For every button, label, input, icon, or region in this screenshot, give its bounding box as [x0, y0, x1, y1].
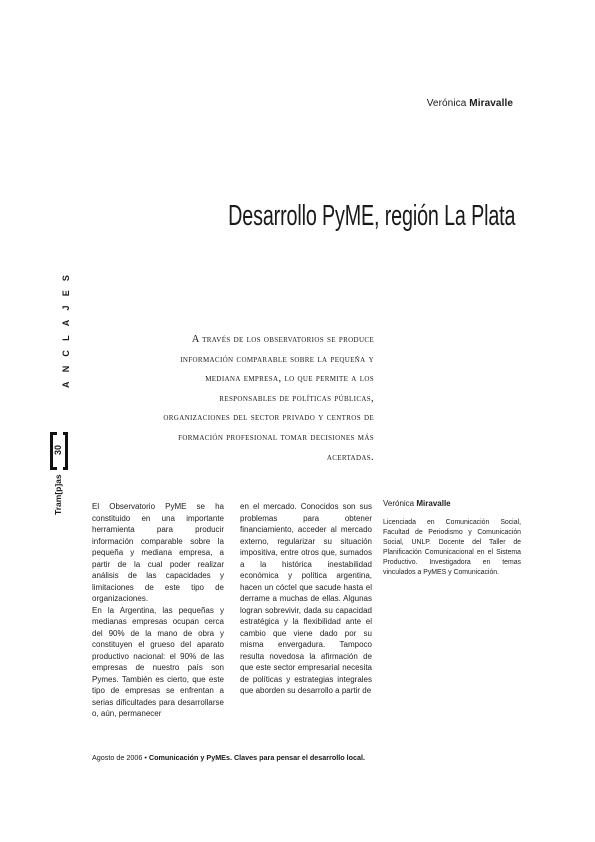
bio-author-name: Verónica Miravalle [383, 499, 451, 508]
journal-brand: Tram[p]as [53, 474, 63, 515]
body-paragraph: El Observatorio PyME se ha constituido en una importante herramienta para producir información comparable sobre la pequeña y mediana empresa, a partir de la cual poder realizar análisis de las capacidades y limitaciones de este tipo de organizaciones. [92, 502, 224, 603]
body-paragraph: en el mercado. Conocidos son sus problemas para obtener financiamiento, acceder al mercado externo, regularizar su situación impositiva, entre otros que, sumados a la histórica inestabilidad económica y política argentina, hacen un cóctel que sacude hasta el derrame a muchas de ellas. Algunas logran sobrevivir, dada su capacidad estratégica y la flexibilidad ante el cambio que viene dado por su misma envergadura. Tampoco resulta novedosa la afirmación de que este sector empresarial necesita de políticas y estrategias integrales que aborden su desarrollo a partir de [240, 502, 372, 695]
footer-date: Agosto de 2006 [92, 753, 143, 762]
body-paragraph: En la Argentina, las pequeñas y medianas empresas ocupan cerca del 90% de la mano de obra y constituyen el grueso del aparato productivo nacional: el 90% de las empresas de nuestro país son Pymes. También es cierto, que este tipo de empresas se enfrentan a serias dificultades para desarrollarse o, aún, permanecer [92, 605, 224, 718]
body-column-1 [92, 501, 224, 720]
author-last-name: Miravalle [469, 98, 513, 109]
footer-separator: • [144, 753, 147, 762]
page-footer [92, 753, 365, 762]
footer-publication: Comunicación y PyMEs. Claves para pensar el desarrollo local. [148, 753, 365, 762]
author-first-name: Verónica [426, 98, 467, 109]
bio-text: Licenciada en Comunicación Social, Facultad de Periodismo y Comunicación Social, UNLP. Docente del Taller de Planificación Comunicacional en el Sistema Productivo. Investigadora en temas vinculados a PyMES y Comunicación. [383, 519, 521, 576]
page-number: 30 [53, 444, 63, 455]
section-label: ANCLAJES [61, 265, 71, 388]
body-column-2 [240, 501, 372, 697]
author-byline [427, 98, 513, 109]
article-title: Desarrollo PyME, región La Plata [227, 200, 515, 232]
lead-paragraph: A través de los observatorios se produce información comparable sobre la pequeña y mediana empresa, lo que permite a los responsables de políticas públicas, organizaciones del sector privado y centros de formación profesional tomar decisiones más acertadas. [163, 334, 374, 463]
author-bio [383, 499, 521, 578]
